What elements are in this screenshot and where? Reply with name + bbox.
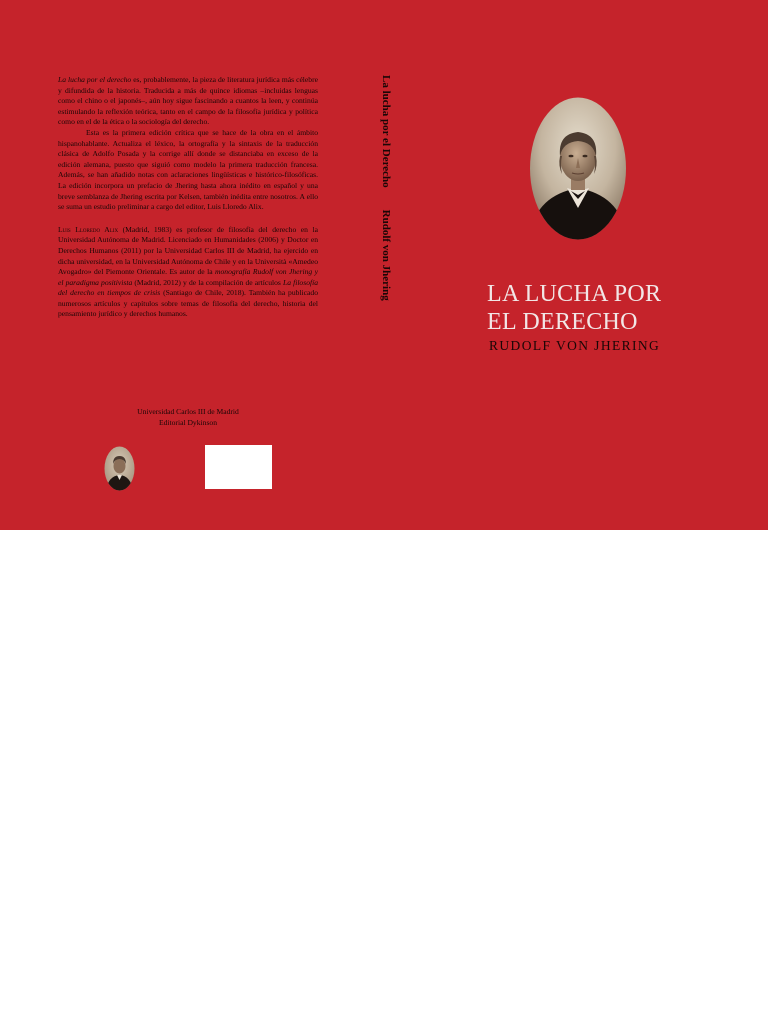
back-cover-text: [58, 75, 318, 320]
synopsis-book-title: La lucha por el derecho: [58, 75, 132, 84]
front-cover-author: RUDOLF VON JHERING: [489, 338, 661, 353]
bio-text-a: (Madrid, 1983) es profesor de filosofía del derecho en la Universidad Autónoma de Madrid. Licenciado en Humanidades (2006) y Doctor en Derechos Humanos (2011) por la Universidad Carlos III de Madrid, ha ejercido en dicha universidad, en la Universidad Autónoma de Chile y en la Università «Amedeo Avogadro» del Piemonte Orientale. Es autor de la: [58, 224, 318, 277]
barcode-area: [205, 445, 272, 489]
publisher-university: Universidad Carlos III de Madrid: [137, 407, 239, 416]
synopsis-paragraph-1: [58, 75, 318, 128]
editor-biography: [58, 225, 318, 320]
small-portrait-image: [104, 446, 135, 491]
bio-text-b: (Madrid, 2012) y de la compilación de artículos: [132, 277, 283, 287]
editor-name: Luis Lloredo Alix: [58, 224, 119, 234]
bio-text-c: (Santiago de Chile, 2018). También ha publicado numerosos artículos y capítulos sobre temas de filosofía del derecho, historia del pensamiento jurídico y derechos humanos.: [58, 288, 319, 319]
spine-title: La lucha por el Derecho: [380, 75, 392, 188]
bio-book-title-1: Rudolf von Jhering y el paradigma positivista: [58, 267, 318, 287]
front-cover-title: [487, 280, 687, 336]
spine: [370, 75, 396, 325]
author-portrait: [529, 96, 627, 241]
title-line-1: LA LUCHA POR: [487, 281, 662, 307]
title-line-2: EL DERECHO: [487, 309, 638, 335]
publisher-block: [58, 407, 318, 428]
spine-author: Rudolf von Jhering: [380, 209, 392, 301]
spine-text: [380, 75, 392, 301]
synopsis-paragraph-2: Esta es la primera edición crítica que se hace de la obra en el ámbito hispanohablante. Actualiza el léxico, la ortografía y la sintaxis de la traducción clásica de Adolfo Posada y la corrige allí donde se distanciaba en exceso de la edición alemana, puesto que siguió como modelo la primera traducción francesa. Además, se han añadido notas con aclaraciones lingüísticas e histórico-filosóficas. La edición incorpora un prefacio de Jhering hasta ahora inédito en español y una breve semblanza de Jhering escrita por Kelsen, también inédita entre nosotros. A ello se suma un estudio preliminar a cargo del editor, Luis Lloredo Alix.: [58, 127, 318, 212]
publisher-editorial: Editorial Dykinson: [158, 417, 217, 427]
bio-monografia: monografía: [215, 267, 251, 277]
synopsis-text-1: es, probablemente, la pieza de literatura jurídica más célebre y difundida de la historia. Traducida a más de quince idiomas –incluidas lenguas como el chino o el japonés–, aún hoy sigue fascinando a cuantos la leen, y continúa estimulando la reflexión teórica, tanto en el campo de la filosofía jurídica y política como en el de la ética o la sociología del derecho.: [58, 75, 318, 127]
bio-book-title-2: La filosofía del derecho en tiempos de crisis: [58, 277, 319, 298]
